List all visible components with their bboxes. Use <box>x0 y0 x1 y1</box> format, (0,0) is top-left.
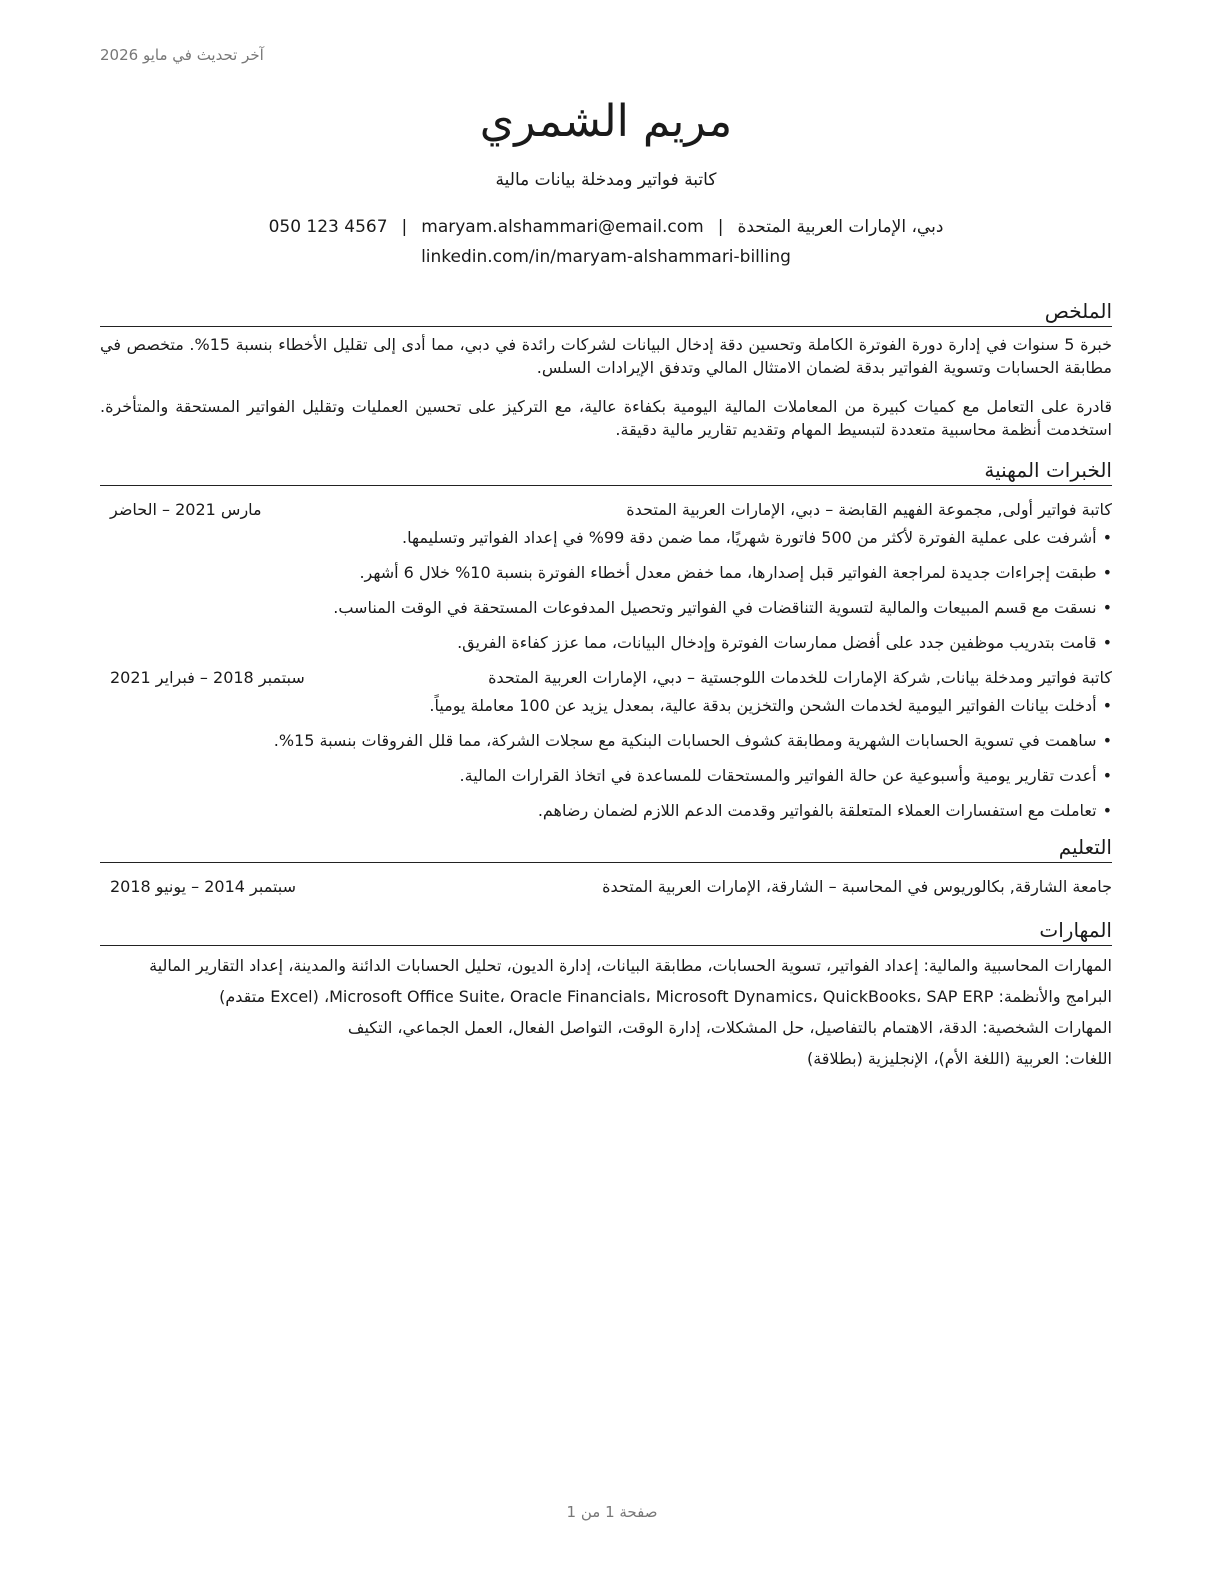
education-degree: جامعة الشارقة, بكالوريوس في المحاسبة – الشارقة، الإمارات العربية المتحدة <box>602 877 1112 896</box>
job-title-company: كاتبة فواتير أولى, مجموعة الفهيم القابضة – دبي، الإمارات العربية المتحدة <box>626 500 1112 519</box>
linkedin-link[interactable]: linkedin.com/in/maryam-alshammari-billing <box>421 247 791 267</box>
job-bullets <box>100 526 1112 654</box>
contact-info <box>100 212 1112 272</box>
job-title: كاتبة فواتير ومدخلة بيانات مالية <box>495 170 717 190</box>
contact-line-2 <box>100 242 1112 272</box>
summary-heading: الملخص <box>100 298 1112 327</box>
skills-line: المهارات المحاسبية والمالية: إعداد الفواتير، تسوية الحسابات، مطابقة البيانات، إدارة الديون، تحليل الحسابات الدائنة والمدينة، إعداد التقارير المالية <box>149 956 1112 975</box>
job-header <box>100 666 1112 690</box>
job-title-company: كاتبة فواتير ومدخلة بيانات, شركة الإمارات للخدمات اللوجستية – دبي، الإمارات العربية المتحدة <box>488 668 1112 687</box>
job-dates: مارس 2021 – الحاضر <box>110 500 262 519</box>
location: دبي، الإمارات العربية المتحدة <box>737 217 944 237</box>
skills-section <box>100 954 1112 1070</box>
job-header <box>100 498 1112 522</box>
email-link[interactable]: maryam.alshammari@email.com <box>421 217 704 237</box>
job-bullet: • نسقت مع قسم المبيعات والمالية لتسوية التناقضات في الفواتير وتحصيل المدفوعات المستحقة في الوقت المناسب. <box>100 596 1112 619</box>
candidate-name: مريم الشمري <box>479 96 733 147</box>
job-entry <box>100 666 1112 822</box>
job-bullet: • أدخلت بيانات الفواتير اليومية لخدمات الشحن والتخزين بدقة عالية، بمعدل يزيد عن 100 معاملة يومياً. <box>100 694 1112 717</box>
job-bullet: • ساهمت في تسوية الحسابات الشهرية ومطابقة كشوف الحسابات البنكية مع سجلات الشركة، مما قلل الفروقات بنسبة 15%. <box>100 729 1112 752</box>
education-entry <box>100 875 1112 899</box>
job-bullet: • أشرفت على عملية الفوترة لأكثر من 500 فاتورة شهريًا، مما ضمن دقة 99% في إعداد الفواتير وتسليمها. <box>100 526 1112 549</box>
resume-page <box>100 90 1112 1070</box>
job-bullets <box>100 694 1112 822</box>
skills-line: البرامج والأنظمة: Microsoft Office Suite، Oracle Financials، Microsoft Dynamics، QuickBooks، SAP ERP، (Excel متقدم) <box>219 987 1112 1006</box>
skills-heading: المهارات <box>100 917 1112 946</box>
contact-separator: | <box>401 217 408 237</box>
job-dates: سبتمبر 2018 – فبراير 2021 <box>110 668 305 687</box>
experience-section <box>100 498 1112 822</box>
job-bullet: • قامت بتدريب موظفين جدد على أفضل ممارسات الفوترة وإدخال البيانات، مما عزز كفاءة الفريق. <box>100 631 1112 654</box>
contact-line-1 <box>100 212 1112 242</box>
job-bullet: • أعدت تقارير يومية وأسبوعية عن حالة الفواتير والمستحقات للمساعدة في اتخاذ القرارات المالية. <box>100 764 1112 787</box>
contact-separator: | <box>717 217 724 237</box>
page-number: صفحة 1 من 1 <box>566 1503 658 1521</box>
job-entry <box>100 498 1112 654</box>
skills-line: المهارات الشخصية: الدقة، الاهتمام بالتفاصيل، حل المشكلات، إدارة الوقت، التواصل الفعال، العمل الجماعي، التكيف <box>347 1018 1112 1037</box>
job-bullet: • طبقت إجراءات جديدة لمراجعة الفواتير قبل إصدارها، مما خفض معدل أخطاء الفوترة بنسبة 10% خلال 6 أشهر. <box>100 561 1112 584</box>
summary-section <box>100 333 1112 441</box>
last-updated-note: آخر تحديث في مايو 2026 <box>100 46 264 64</box>
education-heading: التعليم <box>100 834 1112 863</box>
summary-paragraph: خبرة 5 سنوات في إدارة دورة الفوترة الكاملة وتحسين دقة إدخال البيانات لشركات رائدة في دبي، مما أدى إلى تقليل الأخطاء بنسبة 15%. متخصص في مطابقة الحسابات وتسوية الفواتير بدقة لضمان الامتثال المالي وتدفق الإيرادات السلس. <box>100 335 1113 377</box>
experience-heading: الخبرات المهنية <box>100 457 1112 486</box>
phone-number: 050 123 4567 <box>268 217 388 237</box>
summary-paragraph: قادرة على التعامل مع كميات كبيرة من المعاملات المالية اليومية بكفاءة عالية، مع التركيز على تحسين العمليات وتقليل الفواتير المستحقة والمتأخرة. استخدمت أنظمة محاسبية متعددة لتبسيط المهام وتقديم تقارير مالية دقيقة. <box>100 397 1112 439</box>
education-dates: سبتمبر 2014 – يونيو 2018 <box>110 877 297 896</box>
job-bullet: • تعاملت مع استفسارات العملاء المتعلقة بالفواتير وقدمت الدعم اللازم لضمان رضاهم. <box>100 799 1112 822</box>
skills-line: اللغات: العربية (اللغة الأم)، الإنجليزية (بطلاقة) <box>806 1049 1112 1068</box>
